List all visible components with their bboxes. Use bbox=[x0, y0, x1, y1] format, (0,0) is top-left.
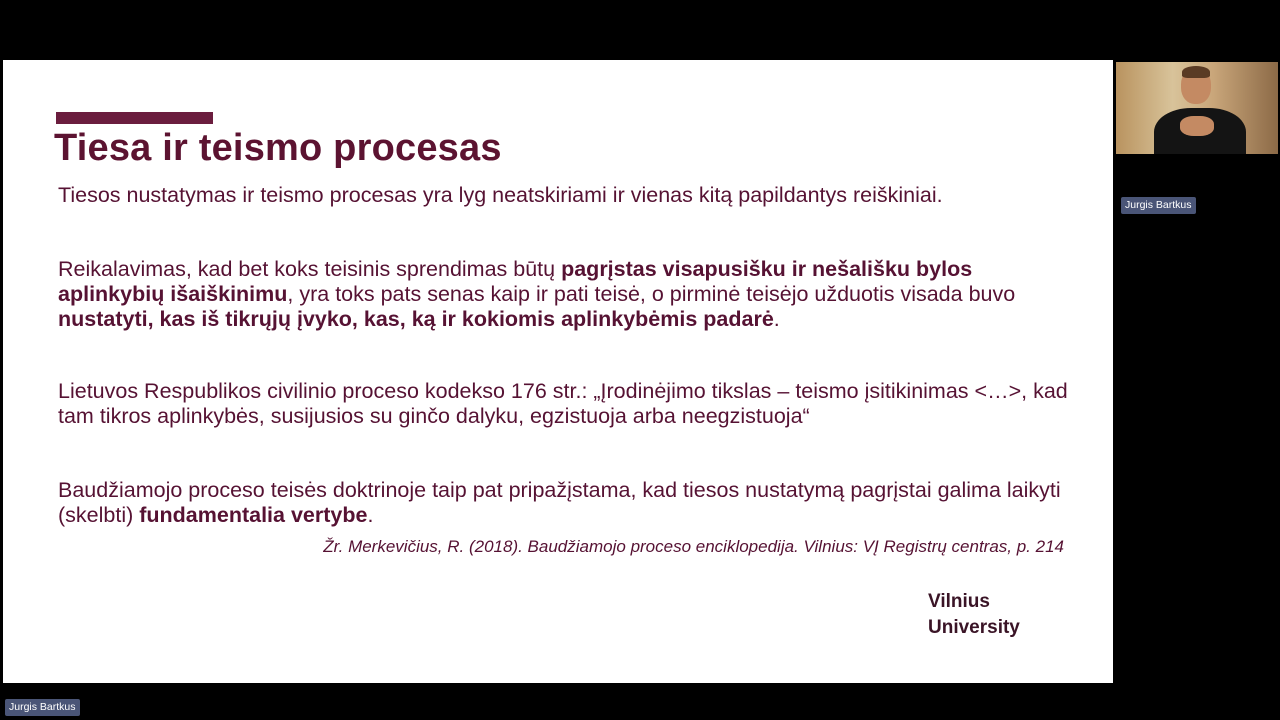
paragraph-2-text-e: . bbox=[773, 307, 780, 331]
paragraph-2-bold-d: nustatyti, kas iš tikrųjų įvyko, kas, ką ir kokiomis aplinkybėmis padarė bbox=[58, 307, 774, 331]
university-logo bbox=[928, 589, 1020, 641]
participant-video-tile[interactable] bbox=[1116, 62, 1278, 154]
paragraph-1: Tiesos nustatymas ir teismo procesas yra lyg neatskiriami ir vienas kitą papildantys reiškiniai. bbox=[58, 183, 943, 207]
participant-name-tag: Jurgis Bartkus bbox=[1121, 197, 1196, 214]
title-accent-bar bbox=[56, 112, 213, 124]
paragraph-2 bbox=[58, 257, 1068, 332]
paragraph-3: Lietuvos Respublikos civilinio proceso kodekso 176 str.: „Įrodinėjimo tikslas – teismo įsitikinimas <…>, kad tam tikros aplinkybės, susijusios su ginčo dalyku, egzistuoja arba neegzistuoja“ bbox=[58, 379, 1068, 428]
paragraph-4-bold-b: fundamentalia vertybe bbox=[139, 503, 368, 527]
paragraph-2-text-a: Reikalavimas, kad bet koks teisinis sprendimas būtų bbox=[58, 257, 562, 281]
logo-line-1: Vilnius bbox=[928, 591, 990, 612]
paragraph-2-text-c: , yra toks pats senas kaip ir pati teisė, o pirminė teisėjo užduotis visada buvo bbox=[287, 282, 1016, 306]
logo-line-2: University bbox=[928, 617, 1020, 638]
shared-slide bbox=[3, 60, 1113, 683]
participant-hair bbox=[1182, 66, 1210, 78]
participant-hands bbox=[1180, 116, 1214, 136]
paragraph-4-text-a: Baudžiamojo proceso teisės doktrinoje taip pat pripažįstama, kad tiesos nustatymą pagrįstai galima laikyti (skelbti) bbox=[58, 478, 1061, 527]
paragraph-4-text-c: . bbox=[367, 503, 374, 527]
slide-title: Tiesa ir teismo procesas bbox=[54, 127, 502, 169]
presenter-name-tag: Jurgis Bartkus bbox=[5, 699, 80, 716]
paragraph-2-bold-b: pagrįstas visapusišku ir nešališku bylos aplinkybių išaiškinimu bbox=[58, 257, 973, 306]
paragraph-4 bbox=[58, 478, 1068, 528]
citation: Žr. Merkevičius, R. (2018). Baudžiamojo proceso enciklopedija. Vilnius: VĮ Registrų centras, p. 214 bbox=[323, 537, 1064, 556]
